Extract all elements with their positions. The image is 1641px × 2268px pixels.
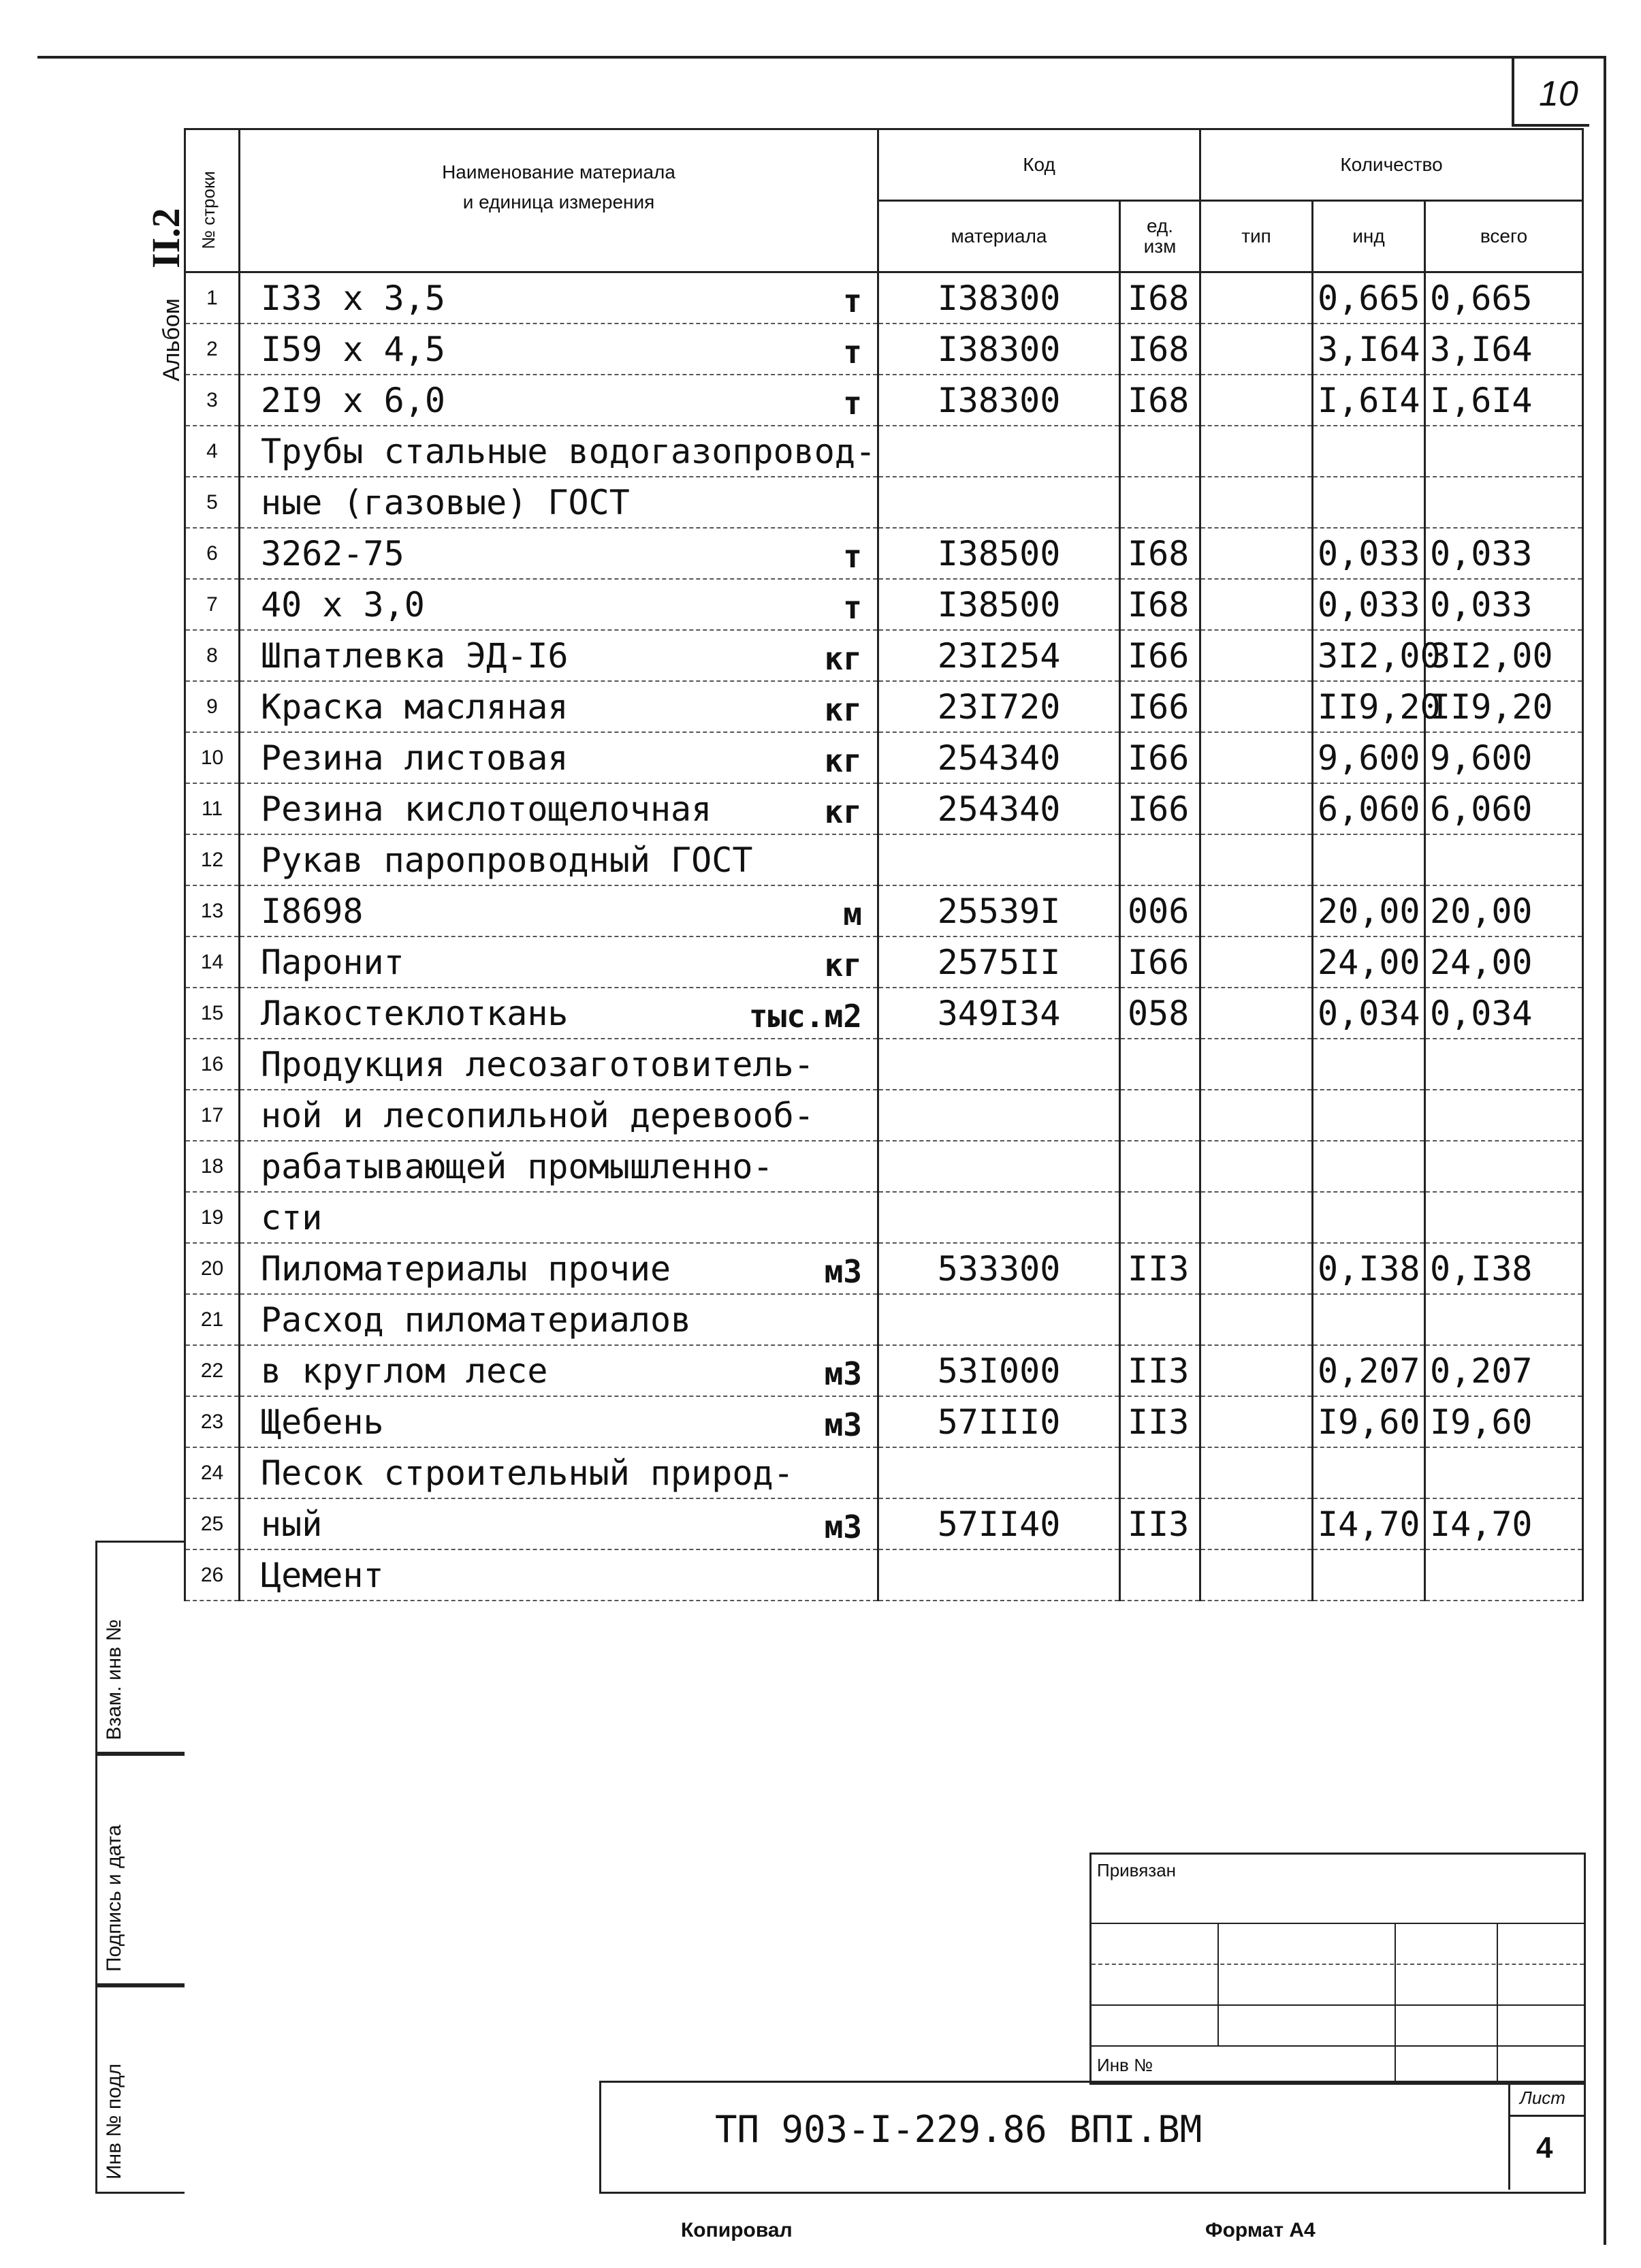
material-code: 23I720 bbox=[878, 681, 1120, 732]
material-name bbox=[240, 375, 878, 426]
material-code bbox=[878, 1090, 1120, 1141]
material-unit: кг bbox=[824, 793, 862, 830]
album-label bbox=[143, 208, 189, 381]
qty-ind bbox=[1313, 1039, 1425, 1090]
material-name-text: Рукав паропроводный ГОСТ bbox=[261, 840, 753, 880]
unit-code bbox=[1120, 1039, 1200, 1090]
qty-total: 3,I64 bbox=[1425, 324, 1583, 375]
row-number: 2 bbox=[185, 324, 240, 375]
qty-total: 0,033 bbox=[1425, 579, 1583, 630]
qty-ind: I,6I4 bbox=[1313, 375, 1425, 426]
sheet-value: 4 bbox=[1536, 2131, 1553, 2164]
unit-code: I66 bbox=[1120, 936, 1200, 988]
unit-code bbox=[1120, 1192, 1200, 1243]
material-unit: тыс.м2 bbox=[748, 998, 862, 1035]
qty-type bbox=[1200, 988, 1313, 1039]
row-number: 25 bbox=[185, 1498, 240, 1549]
material-name bbox=[240, 1141, 878, 1192]
material-name-text: I8698 bbox=[261, 891, 364, 931]
header-qty-type: тип bbox=[1200, 201, 1313, 272]
unit-code: II3 bbox=[1120, 1243, 1200, 1294]
material-name-text: Краска масляная bbox=[261, 687, 569, 727]
qty-type bbox=[1200, 1294, 1313, 1345]
material-name bbox=[240, 1294, 878, 1345]
material-code: I38300 bbox=[878, 324, 1120, 375]
table-row bbox=[185, 732, 1583, 783]
table-row bbox=[185, 1549, 1583, 1601]
row-number: 4 bbox=[185, 426, 240, 477]
qty-type bbox=[1200, 885, 1313, 936]
table-row bbox=[185, 630, 1583, 681]
qty-ind: I9,60 bbox=[1313, 1396, 1425, 1447]
qty-total bbox=[1425, 426, 1583, 477]
material-unit: м3 bbox=[824, 1253, 862, 1290]
table-row bbox=[185, 1039, 1583, 1090]
qty-ind: 3I2,00 bbox=[1313, 630, 1425, 681]
qty-type bbox=[1200, 272, 1313, 324]
material-name bbox=[240, 834, 878, 885]
qty-type bbox=[1200, 375, 1313, 426]
qty-type bbox=[1200, 1192, 1313, 1243]
album-text: Альбом bbox=[159, 298, 185, 381]
album-number: II.2 bbox=[144, 208, 188, 268]
row-number: 26 bbox=[185, 1549, 240, 1601]
header-code-group: Код bbox=[878, 129, 1200, 201]
material-code: I38500 bbox=[878, 528, 1120, 579]
binding-stamp bbox=[1089, 1853, 1586, 2085]
qty-ind: 0,665 bbox=[1313, 272, 1425, 324]
table-row bbox=[185, 579, 1583, 630]
qty-total bbox=[1425, 1039, 1583, 1090]
qty-type bbox=[1200, 630, 1313, 681]
material-name-text: I33 x 3,5 bbox=[261, 278, 445, 318]
qty-type bbox=[1200, 834, 1313, 885]
materials-table bbox=[184, 128, 1584, 1601]
material-unit: т bbox=[843, 538, 862, 575]
row-number: 17 bbox=[185, 1090, 240, 1141]
sheet-number: 10 bbox=[1539, 74, 1578, 114]
qty-type bbox=[1200, 1039, 1313, 1090]
material-code bbox=[878, 1294, 1120, 1345]
material-unit: кг bbox=[824, 742, 862, 779]
row-number: 10 bbox=[185, 732, 240, 783]
material-name bbox=[240, 1396, 878, 1447]
document-code: ТП 903-I-229.86 ВПI.ВМ bbox=[715, 2108, 1202, 2151]
material-name bbox=[240, 783, 878, 834]
material-code bbox=[878, 1039, 1120, 1090]
material-name-text: в круглом лесе bbox=[261, 1351, 548, 1391]
qty-ind bbox=[1313, 1192, 1425, 1243]
material-name bbox=[240, 732, 878, 783]
material-code bbox=[878, 1141, 1120, 1192]
material-name-text: Паронит bbox=[261, 942, 404, 982]
qty-type bbox=[1200, 426, 1313, 477]
material-code: 533300 bbox=[878, 1243, 1120, 1294]
unit-code bbox=[1120, 477, 1200, 528]
qty-total bbox=[1425, 1294, 1583, 1345]
sheet-box bbox=[1508, 2081, 1584, 2190]
row-number: 16 bbox=[185, 1039, 240, 1090]
table-row bbox=[185, 1090, 1583, 1141]
format-label: Формат А4 bbox=[1205, 2219, 1316, 2241]
qty-total: I9,60 bbox=[1425, 1396, 1583, 1447]
material-unit: т bbox=[843, 385, 862, 422]
unit-code: I68 bbox=[1120, 528, 1200, 579]
privyazan-label: Привязан bbox=[1097, 1860, 1177, 1880]
material-code: 57III0 bbox=[878, 1396, 1120, 1447]
material-name-text: Цемент bbox=[261, 1555, 384, 1595]
material-name-text: Песок строительный природ- bbox=[261, 1453, 794, 1493]
qty-total: I4,70 bbox=[1425, 1498, 1583, 1549]
qty-total: 0,665 bbox=[1425, 272, 1583, 324]
qty-total bbox=[1425, 1141, 1583, 1192]
qty-ind bbox=[1313, 1090, 1425, 1141]
material-code bbox=[878, 1549, 1120, 1601]
row-number: 14 bbox=[185, 936, 240, 988]
qty-type bbox=[1200, 1090, 1313, 1141]
qty-ind: 6,060 bbox=[1313, 783, 1425, 834]
row-number: 13 bbox=[185, 885, 240, 936]
header-row-no: № строки bbox=[185, 129, 240, 272]
qty-type bbox=[1200, 732, 1313, 783]
material-name bbox=[240, 630, 878, 681]
material-name-text: рабатывающей промышленно- bbox=[261, 1146, 774, 1186]
unit-code bbox=[1120, 1549, 1200, 1601]
unit-code bbox=[1120, 1090, 1200, 1141]
material-name-text: Трубы стальные водогазопровод- bbox=[261, 431, 876, 471]
material-name bbox=[240, 477, 878, 528]
table-row bbox=[185, 681, 1583, 732]
material-name bbox=[240, 579, 878, 630]
unit-code: 058 bbox=[1120, 988, 1200, 1039]
unit-code: 006 bbox=[1120, 885, 1200, 936]
qty-type bbox=[1200, 528, 1313, 579]
qty-total bbox=[1425, 834, 1583, 885]
material-code bbox=[878, 1447, 1120, 1498]
material-name-text: ный bbox=[261, 1504, 323, 1544]
material-name bbox=[240, 272, 878, 324]
qty-type bbox=[1200, 1345, 1313, 1396]
material-unit: м3 bbox=[824, 1406, 862, 1443]
material-code: 25539I bbox=[878, 885, 1120, 936]
material-name bbox=[240, 426, 878, 477]
material-code: 57II40 bbox=[878, 1498, 1120, 1549]
qty-total: 0,033 bbox=[1425, 528, 1583, 579]
qty-total bbox=[1425, 1192, 1583, 1243]
qty-ind bbox=[1313, 1141, 1425, 1192]
qty-total: 6,060 bbox=[1425, 783, 1583, 834]
material-code: 254340 bbox=[878, 783, 1120, 834]
stamp-signature-date: Подпись и дата bbox=[95, 1752, 185, 1987]
material-name bbox=[240, 528, 878, 579]
qty-type bbox=[1200, 1498, 1313, 1549]
table-row bbox=[185, 1243, 1583, 1294]
unit-code bbox=[1120, 1447, 1200, 1498]
row-number: 19 bbox=[185, 1192, 240, 1243]
qty-ind bbox=[1313, 1294, 1425, 1345]
unit-code: II3 bbox=[1120, 1345, 1200, 1396]
material-name-text: Лакостеклоткань bbox=[261, 993, 569, 1033]
row-number: 11 bbox=[185, 783, 240, 834]
material-name bbox=[240, 324, 878, 375]
row-number: 5 bbox=[185, 477, 240, 528]
row-number: 20 bbox=[185, 1243, 240, 1294]
material-unit: м3 bbox=[824, 1509, 862, 1545]
material-name-text: 40 x 3,0 bbox=[261, 584, 425, 625]
row-number: 12 bbox=[185, 834, 240, 885]
material-name-text: ной и лесопильной деревооб- bbox=[261, 1095, 814, 1135]
qty-total: 20,00 bbox=[1425, 885, 1583, 936]
material-code bbox=[878, 426, 1120, 477]
row-number: 8 bbox=[185, 630, 240, 681]
qty-total bbox=[1425, 1447, 1583, 1498]
qty-ind: 24,00 bbox=[1313, 936, 1425, 988]
material-name-text: Пиломатериалы прочие bbox=[261, 1248, 671, 1289]
header-qty-group: Количество bbox=[1200, 129, 1583, 201]
table-row bbox=[185, 936, 1583, 988]
header-qty-total: всего bbox=[1425, 201, 1583, 272]
unit-code: II3 bbox=[1120, 1498, 1200, 1549]
material-unit: т bbox=[843, 334, 862, 371]
qty-total bbox=[1425, 477, 1583, 528]
material-name-text: Продукция лесозаготовитель- bbox=[261, 1044, 814, 1084]
qty-total: 9,600 bbox=[1425, 732, 1583, 783]
header-code-material: материала bbox=[878, 201, 1120, 272]
material-name-text: Расход пиломатериалов bbox=[261, 1300, 692, 1340]
table-row bbox=[185, 1498, 1583, 1549]
material-name bbox=[240, 1039, 878, 1090]
material-code: 23I254 bbox=[878, 630, 1120, 681]
qty-type bbox=[1200, 1396, 1313, 1447]
material-name bbox=[240, 1345, 878, 1396]
material-code: 53I000 bbox=[878, 1345, 1120, 1396]
qty-ind: 9,600 bbox=[1313, 732, 1425, 783]
row-number: 23 bbox=[185, 1396, 240, 1447]
qty-type bbox=[1200, 579, 1313, 630]
material-code bbox=[878, 1192, 1120, 1243]
unit-code bbox=[1120, 834, 1200, 885]
material-unit: м3 bbox=[824, 1355, 862, 1392]
material-unit: м bbox=[843, 896, 862, 932]
qty-type bbox=[1200, 477, 1313, 528]
row-number: 1 bbox=[185, 272, 240, 324]
stamp-replaced-inv: Взам. инв № bbox=[95, 1541, 185, 1756]
row-number: 15 bbox=[185, 988, 240, 1039]
row-number: 21 bbox=[185, 1294, 240, 1345]
header-name: Наименование материала и единица измерения bbox=[240, 129, 878, 272]
qty-ind: 3,I64 bbox=[1313, 324, 1425, 375]
material-name bbox=[240, 1447, 878, 1498]
material-name-text: Резина листовая bbox=[261, 738, 569, 778]
qty-ind bbox=[1313, 426, 1425, 477]
row-number: 18 bbox=[185, 1141, 240, 1192]
qty-ind: 0,034 bbox=[1313, 988, 1425, 1039]
material-name-text: 3262-75 bbox=[261, 533, 404, 573]
material-name bbox=[240, 681, 878, 732]
qty-ind bbox=[1313, 834, 1425, 885]
header-code-unit: ед. изм bbox=[1120, 201, 1200, 272]
qty-total: I,6I4 bbox=[1425, 375, 1583, 426]
qty-total: 0,034 bbox=[1425, 988, 1583, 1039]
material-name-text: ные (газовые) ГОСТ bbox=[261, 482, 630, 522]
table-row bbox=[185, 1141, 1583, 1192]
qty-total: 0,I38 bbox=[1425, 1243, 1583, 1294]
qty-ind: I4,70 bbox=[1313, 1498, 1425, 1549]
row-number: 7 bbox=[185, 579, 240, 630]
material-name bbox=[240, 885, 878, 936]
material-name bbox=[240, 936, 878, 988]
unit-code: II3 bbox=[1120, 1396, 1200, 1447]
qty-ind: 0,033 bbox=[1313, 528, 1425, 579]
table-row bbox=[185, 783, 1583, 834]
material-name-text: Резина кислотощелочная bbox=[261, 789, 712, 829]
qty-total: 0,207 bbox=[1425, 1345, 1583, 1396]
qty-type bbox=[1200, 783, 1313, 834]
table-row bbox=[185, 885, 1583, 936]
qty-type bbox=[1200, 324, 1313, 375]
table-row bbox=[185, 1396, 1583, 1447]
qty-type bbox=[1200, 1447, 1313, 1498]
table-row bbox=[185, 1192, 1583, 1243]
material-name bbox=[240, 1192, 878, 1243]
table-row bbox=[185, 1345, 1583, 1396]
row-number: 9 bbox=[185, 681, 240, 732]
material-unit: кг bbox=[824, 691, 862, 728]
qty-type bbox=[1200, 681, 1313, 732]
inv-no-label: Инв № bbox=[1097, 2055, 1153, 2075]
material-name bbox=[240, 1498, 878, 1549]
row-number: 3 bbox=[185, 375, 240, 426]
table-row bbox=[185, 375, 1583, 426]
qty-ind: II9,20 bbox=[1313, 681, 1425, 732]
row-number: 6 bbox=[185, 528, 240, 579]
row-number: 22 bbox=[185, 1345, 240, 1396]
qty-ind: 0,207 bbox=[1313, 1345, 1425, 1396]
table-row bbox=[185, 1294, 1583, 1345]
material-code: I38300 bbox=[878, 375, 1120, 426]
material-unit: кг bbox=[824, 640, 862, 677]
unit-code: I66 bbox=[1120, 681, 1200, 732]
table-row bbox=[185, 988, 1583, 1039]
qty-type bbox=[1200, 1141, 1313, 1192]
material-name-text: I59 x 4,5 bbox=[261, 329, 445, 369]
qty-type bbox=[1200, 936, 1313, 988]
unit-code: I68 bbox=[1120, 324, 1200, 375]
material-code: I38300 bbox=[878, 272, 1120, 324]
material-code: I38500 bbox=[878, 579, 1120, 630]
material-name bbox=[240, 988, 878, 1039]
qty-type bbox=[1200, 1549, 1313, 1601]
header-qty-ind: инд bbox=[1313, 201, 1425, 272]
qty-type bbox=[1200, 1243, 1313, 1294]
stamp-original-inv: Инв № подл bbox=[95, 1983, 185, 2194]
unit-code: I66 bbox=[1120, 783, 1200, 834]
material-name-text: сти bbox=[261, 1197, 323, 1238]
unit-code: I66 bbox=[1120, 630, 1200, 681]
qty-ind: 20,00 bbox=[1313, 885, 1425, 936]
sheet-label: Лист bbox=[1520, 2088, 1565, 2108]
qty-total: 3I2,00 bbox=[1425, 630, 1583, 681]
copied-label: Копировал bbox=[681, 2219, 793, 2241]
table-row bbox=[185, 834, 1583, 885]
qty-total bbox=[1425, 1549, 1583, 1601]
material-code: 2575II bbox=[878, 936, 1120, 988]
material-name-text: 2I9 x 6,0 bbox=[261, 380, 445, 420]
qty-ind bbox=[1313, 1447, 1425, 1498]
qty-ind: 0,I38 bbox=[1313, 1243, 1425, 1294]
material-unit: т bbox=[843, 283, 862, 319]
material-code bbox=[878, 477, 1120, 528]
table-row bbox=[185, 528, 1583, 579]
unit-code bbox=[1120, 1294, 1200, 1345]
unit-code: I68 bbox=[1120, 272, 1200, 324]
unit-code: I68 bbox=[1120, 579, 1200, 630]
material-unit: кг bbox=[824, 947, 862, 983]
unit-code bbox=[1120, 426, 1200, 477]
material-unit: т bbox=[843, 589, 862, 626]
unit-code bbox=[1120, 1141, 1200, 1192]
qty-total: II9,20 bbox=[1425, 681, 1583, 732]
material-name-text: Шпатлевка ЭД-I6 bbox=[261, 635, 569, 676]
material-code: 349I34 bbox=[878, 988, 1120, 1039]
material-name-text: Щебень bbox=[261, 1402, 384, 1442]
material-name bbox=[240, 1549, 878, 1601]
unit-code: I68 bbox=[1120, 375, 1200, 426]
material-name bbox=[240, 1090, 878, 1141]
material-code: 254340 bbox=[878, 732, 1120, 783]
qty-ind: 0,033 bbox=[1313, 579, 1425, 630]
material-code bbox=[878, 834, 1120, 885]
qty-ind bbox=[1313, 477, 1425, 528]
qty-ind bbox=[1313, 1549, 1425, 1601]
table-row bbox=[185, 477, 1583, 528]
table-row bbox=[185, 426, 1583, 477]
row-number: 24 bbox=[185, 1447, 240, 1498]
qty-total: 24,00 bbox=[1425, 936, 1583, 988]
unit-code: I66 bbox=[1120, 732, 1200, 783]
table-row bbox=[185, 324, 1583, 375]
table-row bbox=[185, 272, 1583, 324]
table-row bbox=[185, 1447, 1583, 1498]
qty-total bbox=[1425, 1090, 1583, 1141]
material-name bbox=[240, 1243, 878, 1294]
